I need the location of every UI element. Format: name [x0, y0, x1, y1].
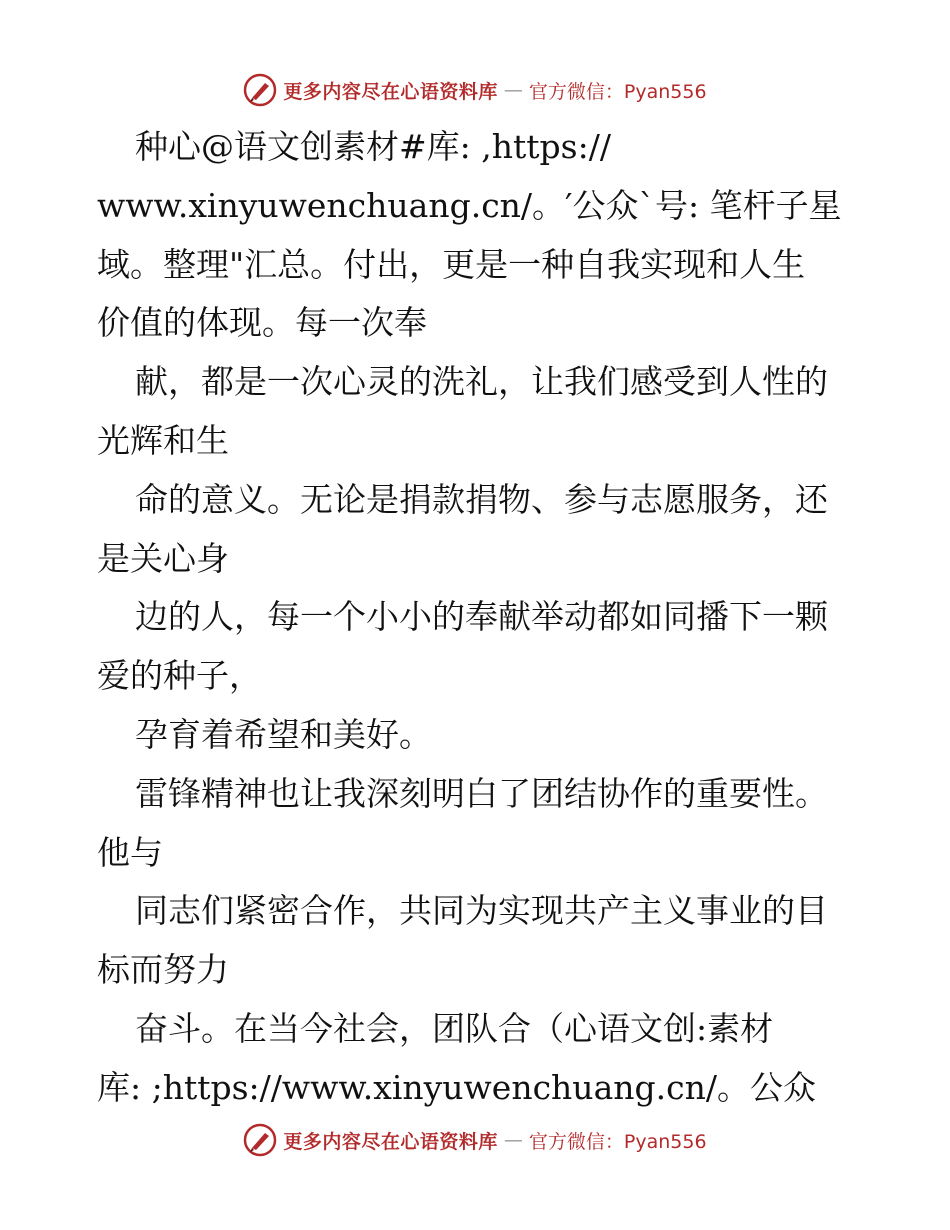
body-line: 价值的体现。每一次奉 — [97, 303, 427, 343]
body-line: 爱的种子， — [97, 656, 262, 696]
body-line: 种心@语文创素材#库: ,https:// — [135, 127, 611, 166]
body-line: 他与 — [97, 832, 163, 872]
footer-dash: — — [503, 1129, 523, 1151]
body-line: 奋斗。在当今社会，团队合（心语文创:素材 — [135, 1008, 774, 1048]
body-line: 献，都是一次心灵的洗礼，让我们感受到人性的 — [135, 362, 828, 402]
body-line: 雷锋精神也让我深刻明白了团结协作的重要性。 — [135, 773, 828, 813]
body-line: 域。整理"汇总。付出，更是一种自我实现和人生 — [97, 244, 806, 284]
body-line: 是关心身 — [97, 538, 229, 578]
body-line: 同志们紧密合作，共同为实现共产主义事业的目 — [135, 891, 828, 931]
body-line: www.xinyuwenchuang.cn/。′公众`号: 笔杆子星 — [97, 185, 842, 225]
footer-banner — [0, 1120, 950, 1160]
body-line: 光辉和生 — [97, 420, 229, 460]
body-line: 边的人，每一个小小的奉献举动都如同播下一颗 — [135, 597, 828, 637]
document-body — [97, 118, 877, 1118]
header-banner — [0, 70, 950, 110]
body-line: 孕育着希望和美好。 — [135, 714, 432, 754]
header-dash: — — [503, 79, 523, 101]
header-tagline: 更多内容尽在心语资料库 — [283, 80, 498, 103]
pen-logo-icon — [243, 73, 277, 107]
pen-logo-icon — [243, 1123, 277, 1157]
body-line: 标而努力 — [97, 950, 229, 990]
body-line: 库: ;https://www.xinyuwenchuang.cn/。公众 — [97, 1067, 816, 1107]
body-line: 命的意义。无论是捐款捐物、参与志愿服务，还 — [135, 479, 828, 519]
header-contact: 官方微信：Pyan556 — [528, 80, 707, 103]
footer-contact: 官方微信：Pyan556 — [528, 1130, 707, 1153]
footer-tagline: 更多内容尽在心语资料库 — [283, 1130, 498, 1153]
